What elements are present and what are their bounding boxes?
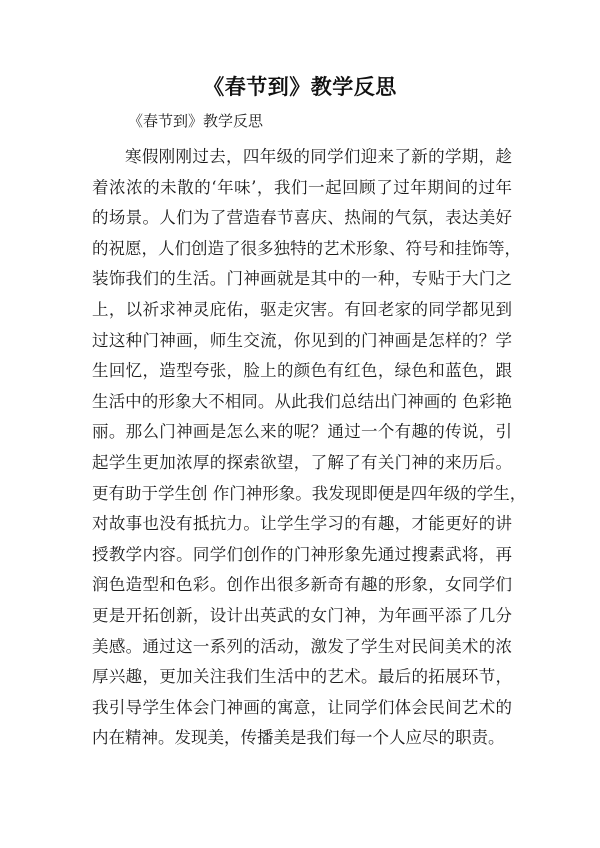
paragraph-line: 装饰我们的生活。门神画就是其中的一种，专贴于大门之 [92, 269, 512, 289]
paragraph-line: 更是开拓创新，设计出英武的女门神，为年画平添了几分 [92, 605, 512, 625]
paragraph-line: 我引导学生体会门神画的寓意，让同学们体会民间艺术的 [92, 697, 512, 717]
paragraph-line: 上，以祈求神灵庇佑，驱走灾害。有回老家的同学都见到 [92, 299, 512, 319]
paragraph-line: 授教学内容。同学们创作的门神形象先通过搜素武将，再 [92, 544, 512, 564]
paragraph-line: 对故事也没有抵抗力。让学生学习的有趣，才能更好的讲 [92, 514, 512, 534]
paragraph-line: 过这种门神画，师生交流，你见到的门神画是怎样的？学 [92, 330, 512, 350]
paragraph-line: 美感。通过这一系列的活动，激发了学生对民间美术的浓 [92, 636, 512, 656]
paragraph-line: 丽。那么门神画是怎么来的呢？通过一个有趣的传说，引 [92, 422, 512, 442]
paragraph-line: 的祝愿，人们创造了很多独特的艺术形象、符号和挂饰等， [92, 238, 521, 258]
paragraph-line: 的场景。人们为了营造春节喜庆、热闹的气氛，表达美好 [92, 208, 512, 228]
paragraph-line: 更有助于学生创 作门神形象。我发现即便是四年级的学生， [92, 483, 527, 503]
paragraph-line: 起学生更加浓厚的探索欲望，了解了有关门神的来历后。 [92, 452, 512, 472]
paragraph-line: 内在精神。发现美，传播美是我们每一个人应尽的职责。 [92, 728, 505, 748]
paragraph-line: 寒假刚刚过去，四年级的同学们迎来了新的学期，趁 [125, 147, 512, 166]
paragraph-line: 厚兴趣，更加关注我们生活中的艺术。最后的拓展环节， [92, 667, 512, 687]
paragraph-line: 着浓浓的未散的‘年味’，我们一起回顾了过年期间的过年 [92, 177, 512, 197]
paragraph-line: 润色造型和色彩。创作出很多新奇有趣的形象，女同学们 [92, 575, 512, 595]
document-title: 《春节到》教学反思 [203, 75, 397, 99]
body-paragraph [92, 142, 527, 754]
document-subtitle: 《春节到》教学反思 [128, 112, 264, 130]
paragraph-line: 生活中的形象大不相同。从此我们总结出门神画的 色彩艳 [92, 391, 512, 411]
paragraph-line: 生回忆，造型夸张，脸上的颜色有红色，绿色和蓝色，跟 [92, 361, 512, 381]
